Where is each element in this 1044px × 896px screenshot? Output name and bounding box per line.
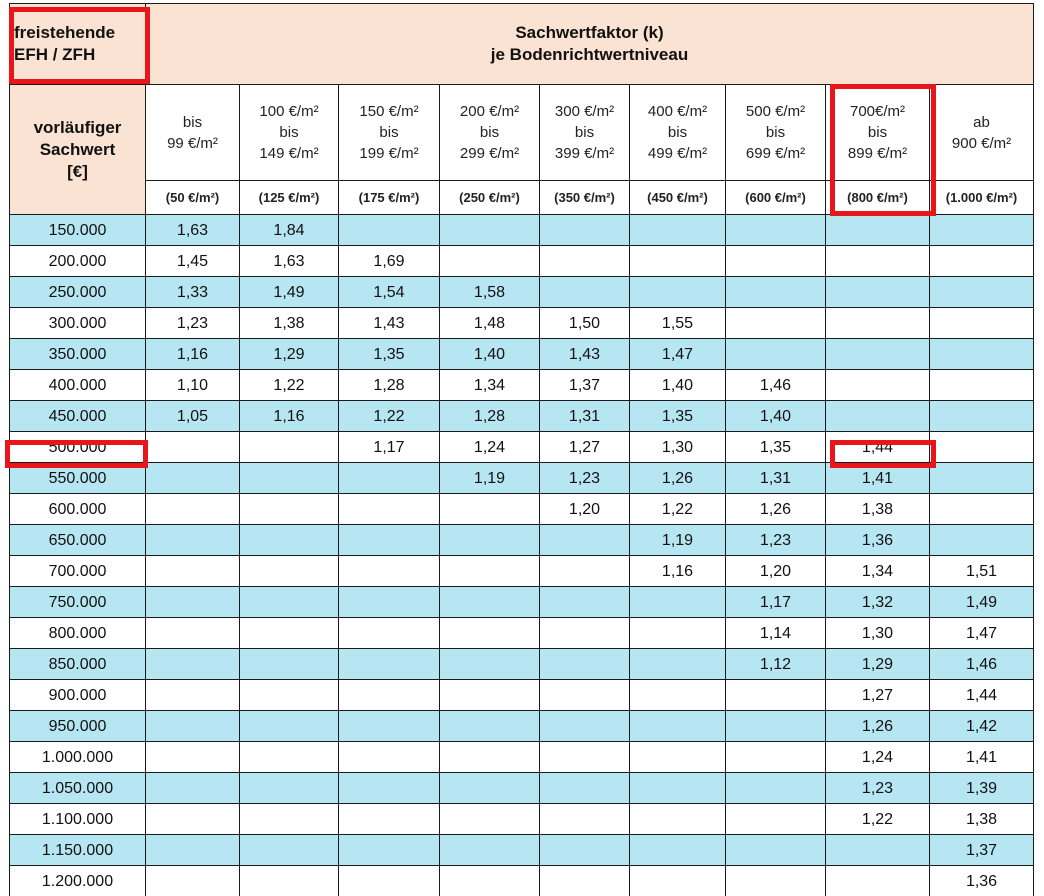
table-row [10, 866, 1034, 896]
factor-cell [440, 246, 540, 277]
factor-cell [440, 773, 540, 804]
factor-cell: 1,30 [630, 432, 726, 463]
column-range-line: 150 €/m² [339, 101, 439, 122]
table-row [10, 370, 1034, 401]
factor-cell [930, 277, 1034, 308]
column-range-line: ab [930, 112, 1033, 133]
factor-cell [146, 463, 240, 494]
factor-cell: 1,12 [726, 649, 826, 680]
column-range-line: 199 €/m² [339, 143, 439, 164]
factor-cell [726, 742, 826, 773]
factor-cell: 1,17 [339, 432, 440, 463]
factor-cell [440, 866, 540, 896]
factor-cell [540, 680, 630, 711]
factor-cell [146, 432, 240, 463]
factor-cell [930, 494, 1034, 525]
factor-cell [240, 556, 339, 587]
column-range-header [826, 85, 930, 181]
factor-cell [240, 463, 339, 494]
column-range-line: 700€/m² [826, 101, 929, 122]
factor-cell [240, 773, 339, 804]
column-reference-value: (125 €/m²) [240, 181, 339, 215]
factor-cell [146, 618, 240, 649]
corner-header [10, 4, 146, 85]
column-reference-value: (800 €/m²) [826, 181, 930, 215]
factor-cell [630, 215, 726, 246]
factor-cell [339, 587, 440, 618]
factor-cell: 1,41 [826, 463, 930, 494]
table-row [10, 587, 1034, 618]
factor-cell [339, 618, 440, 649]
factor-cell [930, 246, 1034, 277]
row-label-line-1: vorläufiger [10, 117, 145, 139]
factor-cell: 1,16 [240, 401, 339, 432]
sachwert-cell: 1.050.000 [10, 773, 146, 804]
factor-cell [240, 587, 339, 618]
factor-cell: 1,24 [440, 432, 540, 463]
table-row [10, 494, 1034, 525]
table-row [10, 401, 1034, 432]
factor-cell: 1,35 [339, 339, 440, 370]
factor-cell: 1,23 [726, 525, 826, 556]
column-range-line: 399 €/m² [540, 143, 629, 164]
factor-cell: 1,29 [240, 339, 339, 370]
table-row [10, 773, 1034, 804]
factor-cell [540, 773, 630, 804]
factor-cell [540, 277, 630, 308]
factor-cell [726, 804, 826, 835]
column-range-line: 499 €/m² [630, 143, 725, 164]
factor-cell [726, 866, 826, 896]
factor-cell [930, 215, 1034, 246]
factor-cell [339, 525, 440, 556]
factor-cell [630, 246, 726, 277]
factor-cell [540, 866, 630, 896]
sachwert-cell: 1.200.000 [10, 866, 146, 896]
sachwert-cell: 400.000 [10, 370, 146, 401]
sachwert-cell: 600.000 [10, 494, 146, 525]
factor-cell: 1,69 [339, 246, 440, 277]
factor-cell [826, 246, 930, 277]
factor-cell: 1,40 [726, 401, 826, 432]
table-row [10, 339, 1034, 370]
column-range-line: 299 €/m² [440, 143, 539, 164]
factor-cell [146, 525, 240, 556]
factor-cell: 1,36 [826, 525, 930, 556]
factor-cell [240, 680, 339, 711]
factor-cell: 1,39 [930, 773, 1034, 804]
factor-cell [339, 835, 440, 866]
factor-cell [630, 277, 726, 308]
factor-cell: 1,32 [826, 587, 930, 618]
factor-cell [440, 649, 540, 680]
factor-cell [630, 680, 726, 711]
sachwert-cell: 200.000 [10, 246, 146, 277]
factor-cell: 1,35 [630, 401, 726, 432]
factor-cell: 1,45 [146, 246, 240, 277]
factor-cell [630, 835, 726, 866]
factor-cell: 1,23 [540, 463, 630, 494]
table-row [10, 525, 1034, 556]
factor-cell: 1,36 [930, 866, 1034, 896]
sachwert-cell: 150.000 [10, 215, 146, 246]
column-range-header [146, 85, 240, 181]
column-range-line: 100 €/m² [240, 101, 338, 122]
sachwert-cell: 900.000 [10, 680, 146, 711]
factor-cell: 1,28 [339, 370, 440, 401]
factor-cell: 1,16 [630, 556, 726, 587]
title-text: Sachwertfaktor (k) [146, 22, 1033, 44]
factor-cell [930, 308, 1034, 339]
factor-cell [930, 432, 1034, 463]
sachwertfaktor-table-container [9, 3, 1033, 896]
factor-cell [726, 711, 826, 742]
column-range-line: bis [146, 112, 239, 133]
sachwert-cell: 650.000 [10, 525, 146, 556]
factor-cell: 1,47 [930, 618, 1034, 649]
factor-cell [440, 587, 540, 618]
row-label-line-3: [€] [10, 161, 145, 183]
factor-cell [630, 866, 726, 896]
factor-cell [146, 742, 240, 773]
column-range-header [630, 85, 726, 181]
factor-cell [339, 215, 440, 246]
factor-cell: 1,22 [826, 804, 930, 835]
factor-cell [826, 835, 930, 866]
factor-cell [826, 215, 930, 246]
sachwert-cell: 1.100.000 [10, 804, 146, 835]
factor-cell: 1,29 [826, 649, 930, 680]
factor-cell: 1,19 [440, 463, 540, 494]
sachwert-cell: 550.000 [10, 463, 146, 494]
column-range-line: bis [726, 122, 825, 143]
factor-cell: 1,28 [440, 401, 540, 432]
column-range-line: bis [240, 122, 338, 143]
factor-cell [930, 525, 1034, 556]
factor-cell: 1,27 [540, 432, 630, 463]
factor-cell: 1,26 [826, 711, 930, 742]
factor-cell [146, 494, 240, 525]
factor-cell [540, 835, 630, 866]
factor-cell [146, 835, 240, 866]
factor-cell: 1,37 [930, 835, 1034, 866]
column-range-line: 899 €/m² [826, 143, 929, 164]
factor-cell: 1,58 [440, 277, 540, 308]
table-row [10, 649, 1034, 680]
subtitle-text: je Bodenrichtwertniveau [146, 44, 1033, 66]
factor-cell [339, 773, 440, 804]
factor-cell [630, 742, 726, 773]
column-reference-value: (50 €/m²) [146, 181, 240, 215]
factor-cell [540, 804, 630, 835]
factor-cell [240, 494, 339, 525]
column-range-line: 149 €/m² [240, 143, 338, 164]
column-reference-value: (250 €/m²) [440, 181, 540, 215]
column-reference-value: (600 €/m²) [726, 181, 826, 215]
sachwertfaktor-table [9, 3, 1034, 896]
factor-cell: 1,27 [826, 680, 930, 711]
table-row [10, 618, 1034, 649]
column-reference-value: (450 €/m²) [630, 181, 726, 215]
factor-cell [630, 804, 726, 835]
factor-cell [726, 680, 826, 711]
factor-cell: 1,38 [240, 308, 339, 339]
column-range-header [339, 85, 440, 181]
factor-cell: 1,46 [726, 370, 826, 401]
factor-cell [339, 804, 440, 835]
factor-cell [630, 649, 726, 680]
factor-cell [930, 339, 1034, 370]
factor-cell [826, 277, 930, 308]
factor-cell: 1,23 [826, 773, 930, 804]
factor-cell: 1,40 [630, 370, 726, 401]
factor-cell [826, 401, 930, 432]
factor-cell [146, 866, 240, 896]
factor-cell [240, 804, 339, 835]
factor-cell: 1,34 [826, 556, 930, 587]
factor-cell: 1,22 [240, 370, 339, 401]
sachwert-cell: 800.000 [10, 618, 146, 649]
factor-cell [339, 742, 440, 773]
factor-cell [240, 866, 339, 896]
factor-cell: 1,26 [630, 463, 726, 494]
factor-cell: 1,30 [826, 618, 930, 649]
column-range-header [240, 85, 339, 181]
factor-cell: 1,38 [930, 804, 1034, 835]
factor-cell: 1,05 [146, 401, 240, 432]
factor-cell [339, 494, 440, 525]
sachwert-cell: 850.000 [10, 649, 146, 680]
table-row [10, 680, 1034, 711]
table-row [10, 556, 1034, 587]
factor-cell [440, 525, 540, 556]
factor-cell: 1,41 [930, 742, 1034, 773]
factor-cell [726, 277, 826, 308]
column-range-line: bis [440, 122, 539, 143]
column-range-line: 200 €/m² [440, 101, 539, 122]
factor-cell [440, 711, 540, 742]
column-reference-value: (350 €/m²) [540, 181, 630, 215]
factor-cell [726, 308, 826, 339]
factor-cell [146, 773, 240, 804]
factor-cell: 1,63 [240, 246, 339, 277]
factor-cell: 1,14 [726, 618, 826, 649]
sachwert-cell: 750.000 [10, 587, 146, 618]
factor-cell [540, 246, 630, 277]
factor-cell: 1,31 [726, 463, 826, 494]
sachwert-cell: 250.000 [10, 277, 146, 308]
factor-cell: 1,55 [630, 308, 726, 339]
factor-cell [240, 525, 339, 556]
table-title [146, 4, 1034, 85]
factor-cell: 1,50 [540, 308, 630, 339]
factor-cell [440, 680, 540, 711]
factor-cell [440, 804, 540, 835]
sachwert-cell: 300.000 [10, 308, 146, 339]
factor-cell: 1,49 [240, 277, 339, 308]
factor-cell [339, 866, 440, 896]
row-label-header [10, 85, 146, 215]
factor-cell: 1,31 [540, 401, 630, 432]
sachwert-cell: 1.150.000 [10, 835, 146, 866]
factor-cell: 1,46 [930, 649, 1034, 680]
factor-cell: 1,33 [146, 277, 240, 308]
factor-cell [630, 773, 726, 804]
factor-cell [726, 339, 826, 370]
column-range-line: 699 €/m² [726, 143, 825, 164]
factor-cell: 1,43 [339, 308, 440, 339]
factor-cell [540, 618, 630, 649]
factor-cell: 1,37 [540, 370, 630, 401]
factor-cell: 1,16 [146, 339, 240, 370]
factor-cell [630, 618, 726, 649]
factor-cell: 1,22 [630, 494, 726, 525]
column-range-line: bis [630, 122, 725, 143]
factor-cell: 1,49 [930, 587, 1034, 618]
table-row [10, 804, 1034, 835]
factor-cell [826, 308, 930, 339]
factor-cell [540, 742, 630, 773]
factor-cell [146, 680, 240, 711]
column-range-line: bis [339, 122, 439, 143]
factor-cell: 1,42 [930, 711, 1034, 742]
factor-cell [930, 401, 1034, 432]
factor-cell [440, 494, 540, 525]
factor-cell [240, 711, 339, 742]
factor-cell [540, 215, 630, 246]
factor-cell [440, 215, 540, 246]
factor-cell: 1,63 [146, 215, 240, 246]
column-range-line: 900 €/m² [930, 133, 1033, 154]
factor-cell [826, 370, 930, 401]
factor-cell [540, 649, 630, 680]
factor-cell: 1,20 [726, 556, 826, 587]
sachwert-cell: 350.000 [10, 339, 146, 370]
table-row [10, 835, 1034, 866]
table-row [10, 742, 1034, 773]
column-range-header [440, 85, 540, 181]
factor-cell: 1,44 [826, 432, 930, 463]
factor-cell [339, 556, 440, 587]
table-row [10, 711, 1034, 742]
factor-cell [339, 649, 440, 680]
factor-cell [146, 711, 240, 742]
corner-line-1: freistehende [14, 22, 145, 44]
factor-cell [240, 649, 339, 680]
factor-cell: 1,10 [146, 370, 240, 401]
factor-cell [630, 711, 726, 742]
factor-cell [240, 835, 339, 866]
factor-cell: 1,84 [240, 215, 339, 246]
factor-cell [440, 742, 540, 773]
factor-cell [930, 463, 1034, 494]
column-reference-value: (175 €/m²) [339, 181, 440, 215]
corner-line-2: EFH / ZFH [14, 44, 145, 66]
factor-cell [540, 556, 630, 587]
factor-cell: 1,38 [826, 494, 930, 525]
factor-cell [440, 835, 540, 866]
factor-cell [240, 432, 339, 463]
factor-cell: 1,26 [726, 494, 826, 525]
factor-cell: 1,17 [726, 587, 826, 618]
factor-cell [726, 773, 826, 804]
column-range-line: 300 €/m² [540, 101, 629, 122]
factor-cell [440, 618, 540, 649]
factor-cell [826, 866, 930, 896]
column-range-line: bis [540, 122, 629, 143]
factor-cell: 1,35 [726, 432, 826, 463]
factor-cell [540, 525, 630, 556]
factor-cell [726, 215, 826, 246]
column-range-header [540, 85, 630, 181]
column-range-line: 500 €/m² [726, 101, 825, 122]
factor-cell [726, 246, 826, 277]
factor-cell: 1,19 [630, 525, 726, 556]
factor-cell: 1,48 [440, 308, 540, 339]
factor-cell [146, 649, 240, 680]
table-row [10, 308, 1034, 339]
factor-cell [146, 804, 240, 835]
factor-cell [146, 556, 240, 587]
factor-cell: 1,47 [630, 339, 726, 370]
factor-cell: 1,24 [826, 742, 930, 773]
column-range-line: 400 €/m² [630, 101, 725, 122]
column-range-header [726, 85, 826, 181]
table-row [10, 277, 1034, 308]
sachwert-cell: 1.000.000 [10, 742, 146, 773]
column-range-line: bis [826, 122, 929, 143]
factor-cell [726, 835, 826, 866]
column-range-line: 99 €/m² [146, 133, 239, 154]
factor-cell: 1,22 [339, 401, 440, 432]
column-range-header [930, 85, 1034, 181]
factor-cell [930, 370, 1034, 401]
factor-cell [339, 463, 440, 494]
sachwert-cell: 450.000 [10, 401, 146, 432]
factor-cell [240, 742, 339, 773]
factor-cell [339, 711, 440, 742]
table-row [10, 463, 1034, 494]
factor-cell [540, 587, 630, 618]
factor-cell [146, 587, 240, 618]
factor-cell: 1,44 [930, 680, 1034, 711]
factor-cell: 1,34 [440, 370, 540, 401]
table-row [10, 246, 1034, 277]
column-reference-value: (1.000 €/m²) [930, 181, 1034, 215]
factor-cell: 1,40 [440, 339, 540, 370]
sachwert-cell: 700.000 [10, 556, 146, 587]
table-row [10, 432, 1034, 463]
row-label-line-2: Sachwert [10, 139, 145, 161]
factor-cell [240, 618, 339, 649]
sachwert-cell: 500.000 [10, 432, 146, 463]
table-row [10, 215, 1034, 246]
factor-cell: 1,20 [540, 494, 630, 525]
factor-cell: 1,51 [930, 556, 1034, 587]
factor-cell: 1,23 [146, 308, 240, 339]
factor-cell [339, 680, 440, 711]
factor-cell: 1,54 [339, 277, 440, 308]
factor-cell: 1,43 [540, 339, 630, 370]
sachwert-cell: 950.000 [10, 711, 146, 742]
factor-cell [630, 587, 726, 618]
factor-cell [826, 339, 930, 370]
factor-cell [440, 556, 540, 587]
factor-cell [540, 711, 630, 742]
